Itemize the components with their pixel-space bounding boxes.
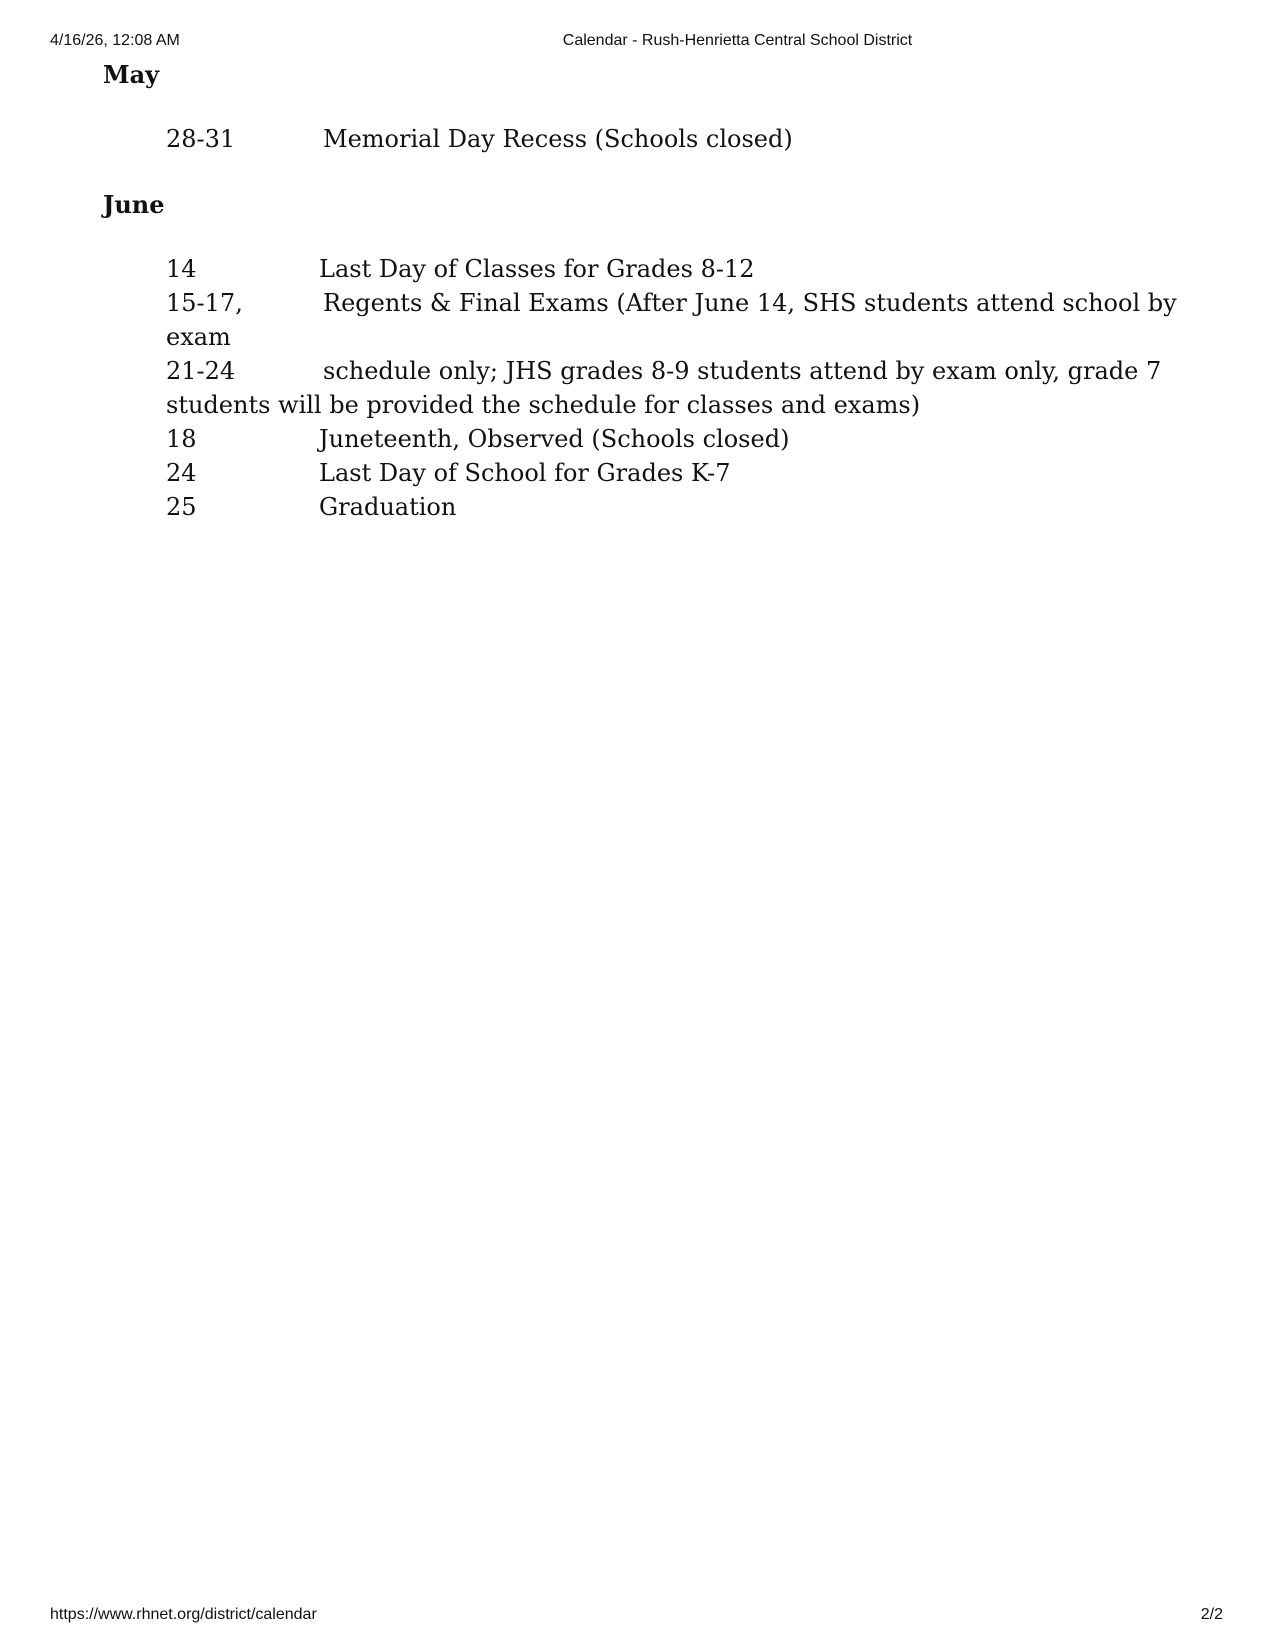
print-timestamp: 4/16/26, 12:08 AM [50,32,180,49]
month-heading-june: June [103,190,165,219]
event-description: Graduation [319,493,457,521]
event-date: 15-17, [166,289,243,317]
event-date: 24 [166,459,197,487]
event-description-continued: exam [166,323,231,351]
month-heading-may: May [103,60,160,89]
event-description: Last Day of Classes for Grades 8-12 [319,255,755,283]
print-page-title: Calendar - Rush-Henrietta Central School District [562,32,913,49]
page-number: 2/2 [1200,1606,1223,1623]
event-date: 21-24 [166,357,236,385]
event-description-continued: students will be provided the schedule for classes and exams) [166,391,921,419]
event-description: Regents & Final Exams (After June 14, SHS students attend school by [323,289,1177,317]
event-description: Juneteenth, Observed (Schools closed) [319,425,790,453]
event-description: schedule only; JHS grades 8-9 students attend by exam only, grade 7 [323,357,1162,385]
event-date: 25 [166,493,197,521]
print-url: https://www.rhnet.org/district/calendar [50,1606,317,1623]
event-date: 14 [166,255,197,283]
event-date: 28-31 [166,125,236,153]
event-date: 18 [166,425,197,453]
event-description: Last Day of School for Grades K-7 [319,459,731,487]
event-description: Memorial Day Recess (Schools closed) [323,125,793,153]
